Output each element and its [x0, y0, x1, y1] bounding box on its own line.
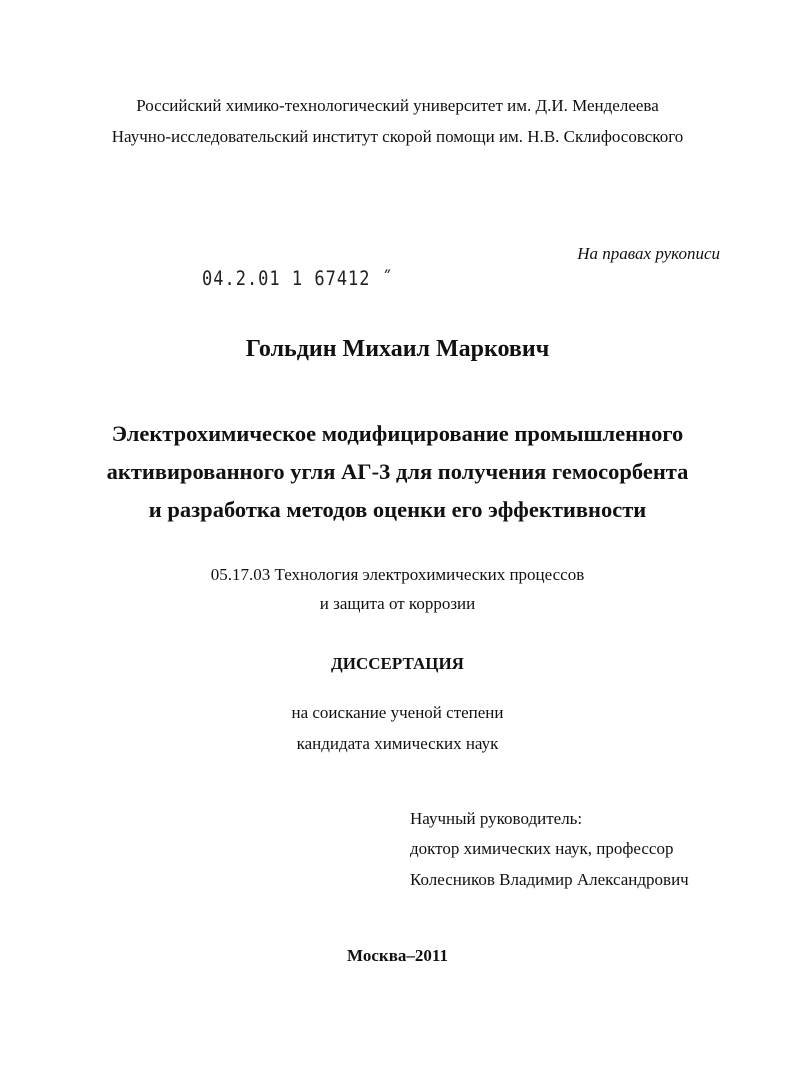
- institute-name: Научно-исследовательский институт скорой помощи им. Н.В. Склифосовского: [111, 127, 684, 146]
- specialty-line-1: 05.17.03 Технология электрохимических процессов: [210, 565, 585, 584]
- city-year: Москва–2011: [347, 946, 448, 965]
- advisor-label: Научный руководитель:: [410, 809, 583, 828]
- rights-note: На правах рукописи: [577, 244, 720, 263]
- title-line-1: Электрохимическое модифицирование промышленного: [111, 421, 684, 446]
- title-line-3: и разработка методов оценки его эффективности: [148, 497, 647, 522]
- document-type: ДИССЕРТАЦИЯ: [331, 654, 464, 673]
- advisor-title: доктор химических наук, профессор: [410, 839, 674, 858]
- advisor-name: Колесников Владимир Александрович: [410, 870, 689, 889]
- degree-line-1: на соискание ученой степени: [291, 703, 504, 722]
- degree-line-2: кандидата химических наук: [296, 734, 499, 753]
- specialty-line-2: и защита от коррозии: [319, 594, 476, 613]
- registration-stamp-number: 04.2.01 1 67412 ˝: [202, 267, 393, 291]
- title-line-2: активированного угля АГ-3 для получения гемосорбента: [106, 459, 689, 484]
- university-name: Российский химико-технологический университет им. Д.И. Менделеева: [136, 96, 659, 115]
- author-name: Гольдин Михаил Маркович: [245, 336, 550, 362]
